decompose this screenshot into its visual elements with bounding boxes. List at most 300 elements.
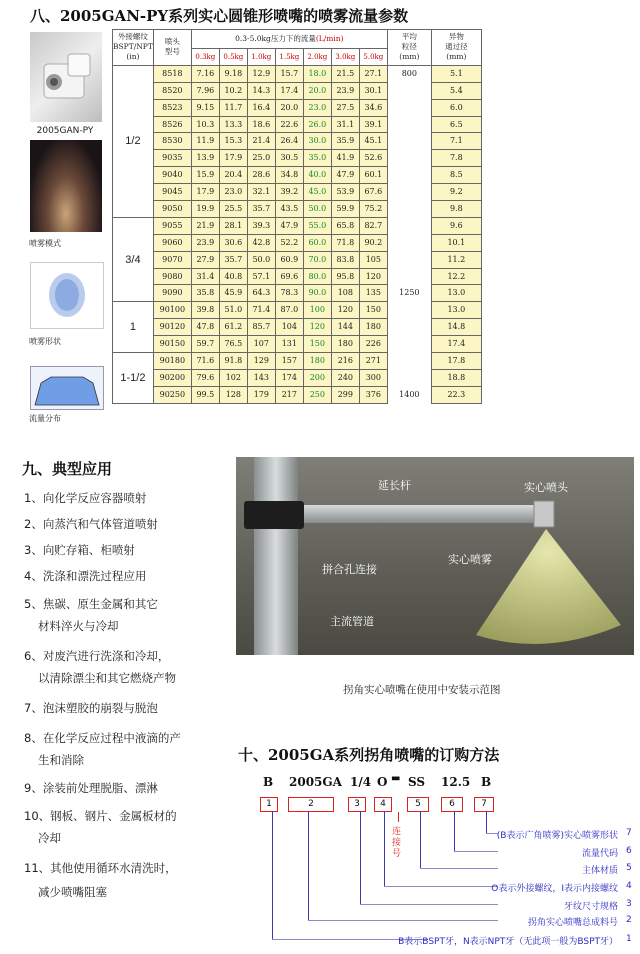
flow-cell: 143 [247,369,275,386]
flow-cell: 28.6 [247,167,275,184]
connect-label: 连 [392,827,402,837]
flow-cell: 20.4 [219,167,247,184]
table-row [113,369,482,386]
flow-cell: 20.0 [303,82,331,99]
flow-cell: 150 [303,336,331,353]
flow-cell: 35.0 [303,150,331,167]
flow-cell: 180 [359,319,387,336]
model-cell: 90200 [153,369,191,386]
passage-cell: 18.8 [431,369,481,386]
table-row [113,201,482,218]
flow-cell: 79.6 [191,369,219,386]
order-box: 6 [441,797,463,812]
order-description: 流量代码 [581,849,618,859]
flow-cell: 91.8 [219,353,247,370]
flow-cell: 23.9 [191,234,219,251]
model-cell: 9035 [153,150,191,167]
flow-cell: 22.6 [275,116,303,133]
flow-cell: 27.1 [359,65,387,82]
passage-cell: 5.4 [431,82,481,99]
order-code: SS [408,775,426,789]
flow-cell: 15.9 [191,167,219,184]
order-code: 2005GA [289,775,342,789]
application-item: 7、泡沫塑胶的崩裂与脱泡 [24,701,158,715]
order-description: 主体材质 [581,866,618,876]
flow-cell: 71.6 [191,353,219,370]
diameter-cell [387,251,431,268]
flow-cell: 39.3 [247,217,275,234]
diameter-cell: 800 [387,65,431,82]
flow-cell: 120 [331,302,359,319]
flow-cell: 40.8 [219,268,247,285]
table-row [113,133,482,150]
application-item: 以清除漂尘和其它燃烧产物 [38,671,176,685]
table-row [113,150,482,167]
passage-cell: 9.6 [431,217,481,234]
header-flow: 0.3-5.0kg压力下的流量(L/min) [191,30,387,49]
order-description: 拐角实心喷嘴总成料号 [527,918,618,928]
flow-cell: 67.6 [359,184,387,201]
flow-cell: 100 [303,302,331,319]
passage-cell: 5.1 [431,65,481,82]
flow-cell: 30.6 [219,234,247,251]
pressure-header: 5.0kg [359,49,387,66]
application-item: 6、对废汽进行洗涤和冷却， [24,649,170,663]
flow-cell: 76.5 [219,336,247,353]
flow-cell: 174 [275,369,303,386]
flow-cell: 83.8 [331,251,359,268]
spray-shape-icon [31,263,103,328]
order-description: O表示外接螺纹，I表示内接螺纹 [491,884,618,894]
flow-cell: 13.9 [191,150,219,167]
diameter-cell [387,369,431,386]
flow-cell: 90.2 [359,234,387,251]
model-cell: 90250 [153,386,191,403]
table-row [113,116,482,133]
flow-cell: 10.3 [191,116,219,133]
flow-cell: 35.8 [191,285,219,302]
application-item: 5、焦碳、原生金属和其它 [24,597,158,611]
diameter-cell [387,217,431,234]
flow-cell: 45.1 [359,133,387,150]
flow-cell: 35.7 [219,251,247,268]
flow-cell: 75.2 [359,201,387,218]
order-code: B [263,775,274,789]
flow-cell: 70.0 [303,251,331,268]
table-row [113,251,482,268]
pressure-header: 2.0kg [303,49,331,66]
flow-cell: 179 [247,386,275,403]
passage-cell: 11.2 [431,251,481,268]
flow-cell: 60.0 [303,234,331,251]
flow-cell: 16.4 [247,99,275,116]
table-row [113,217,482,234]
passage-cell: 6.0 [431,99,481,116]
flow-cell: 28.1 [219,217,247,234]
flow-cell: 39.2 [275,184,303,201]
flow-cell: 105 [359,251,387,268]
flow-cell: 80.0 [303,268,331,285]
photo-caption: 拐角实心喷嘴在使用中安装示范图 [343,684,501,696]
flow-cell: 41.9 [331,150,359,167]
model-cell: 90150 [153,336,191,353]
flow-cell: 43.5 [275,201,303,218]
diameter-cell [387,201,431,218]
table-row [113,99,482,116]
flow-cell: 51.0 [219,302,247,319]
flow-cell: 376 [359,386,387,403]
passage-cell: 22.3 [431,386,481,403]
caption-pattern: 喷雾模式 [29,239,61,248]
flow-cell: 271 [359,353,387,370]
application-item: 1、向化学反应容器喷射 [24,491,147,505]
flow-cell: 87.0 [275,302,303,319]
label-split-fitting: 拼合孔连接 [322,563,377,576]
flow-cell: 57.1 [247,268,275,285]
flow-cell: 180 [331,336,359,353]
model-cell: 90100 [153,302,191,319]
flow-cell: 150 [359,302,387,319]
passage-cell: 7.1 [431,133,481,150]
order-description: 牙纹尺寸规格 [563,902,618,912]
flow-cell: 102 [219,369,247,386]
diameter-cell [387,353,431,370]
flow-cell: 30.1 [359,82,387,99]
label-extension-rod: 延长杆 [378,479,411,492]
model-cell: 9055 [153,217,191,234]
flow-cell: 40.0 [303,167,331,184]
flow-cell: 250 [303,386,331,403]
flow-cell: 59.9 [331,201,359,218]
flow-cell: 95.8 [331,268,359,285]
passage-cell: 7.8 [431,150,481,167]
flow-cell: 31.4 [191,268,219,285]
flow-cell: 18.6 [247,116,275,133]
flow-cell: 53.9 [331,184,359,201]
order-code: 12.5 [441,775,471,789]
flow-cell: 50.0 [303,201,331,218]
flow-cell: 47.8 [191,319,219,336]
flow-cell: 26.0 [303,116,331,133]
section8-title: 八、2005GAN-PY系列实心圆锥形喷嘴的喷雾流量参数 [30,7,409,25]
flow-cell: 18.0 [303,65,331,82]
flow-cell: 108 [331,285,359,302]
application-item: 3、向贮存箱、柜喷射 [24,543,135,557]
flow-cell: 71.4 [247,302,275,319]
order-box: 4 [374,797,392,812]
flow-cell: 21.5 [331,65,359,82]
order-box: 5 [407,797,429,812]
diameter-cell: 1400 [387,386,431,403]
flow-cell: 23.0 [219,184,247,201]
flow-cell: 25.0 [247,150,275,167]
flow-cell: 23.9 [331,82,359,99]
application-item: 4、洗涤和漂洗过程应用 [24,569,147,583]
application-item: 10、钢板、钢片、金属板材的 [24,809,177,823]
application-item: 生和消除 [38,753,84,767]
pressure-header: 0.3kg [191,49,219,66]
thread-size: 3/4 [113,217,154,301]
flow-cell: 11.9 [191,133,219,150]
application-item: 9、涂装前处理脱脂、漂淋 [24,781,158,795]
model-cell: 8520 [153,82,191,99]
flow-cell: 47.9 [275,217,303,234]
order-code: O [377,775,388,789]
flow-cell: 65.8 [331,217,359,234]
caption-distribution: 流量分布 [29,414,61,423]
flow-cell: 30.0 [303,133,331,150]
flow-cell: 240 [331,369,359,386]
table-row [113,65,482,82]
diameter-cell [387,234,431,251]
order-box: 7 [474,797,494,812]
order-box: 3 [348,797,366,812]
order-box: 2 [288,797,334,812]
diameter-cell [387,99,431,116]
passage-cell: 17.8 [431,353,481,370]
nozzle-product-icon [30,32,102,122]
table-row [113,336,482,353]
flow-cell: 31.1 [331,116,359,133]
section9-title: 九、典型应用 [22,460,113,478]
application-item: 材料淬火与冷却 [38,619,119,633]
passage-cell: 10.1 [431,234,481,251]
flow-distribution-icon [31,367,103,409]
flow-cell: 52.2 [275,234,303,251]
flow-cell: 7.96 [191,82,219,99]
flow-cell: 47.9 [331,167,359,184]
order-description: (B表示广角喷雾)实心喷雾形状 [496,831,618,841]
installation-photo [236,457,634,655]
passage-cell: 17.4 [431,336,481,353]
model-cell: 9090 [153,285,191,302]
model-cell: 8518 [153,65,191,82]
table-row [113,184,482,201]
pressure-header: 1.0kg [247,49,275,66]
flow-cell: 39.8 [191,302,219,319]
flow-cell: 19.9 [191,201,219,218]
connect-label: 接 [392,838,402,848]
flow-cell: 90.0 [303,285,331,302]
order-code: 1/4 [350,775,372,789]
passage-cell: 14.8 [431,319,481,336]
model-cell: 9045 [153,184,191,201]
flow-cell: 14.3 [247,82,275,99]
pressure-header: 1.5kg [275,49,303,66]
diameter-cell [387,116,431,133]
label-solid-nozzle: 实心喷头 [524,481,568,494]
flow-cell: 30.5 [275,150,303,167]
table-row [113,319,482,336]
flow-cell: 299 [331,386,359,403]
diameter-cell [387,302,431,319]
flow-cell: 17.4 [275,82,303,99]
flow-cell: 9.18 [219,65,247,82]
flow-cell: 50.0 [247,251,275,268]
passage-cell: 13.0 [431,302,481,319]
caption-product: 2005GAN-PY [36,126,94,136]
passage-cell: 13.0 [431,285,481,302]
flow-cell: 59.7 [191,336,219,353]
flow-cell: 45.0 [303,184,331,201]
flow-cell: 82.7 [359,217,387,234]
flow-cell: 17.9 [191,184,219,201]
caption-shape: 喷雾形状 [29,337,61,346]
flow-distribution-image [30,366,104,410]
flow-cell: 300 [359,369,387,386]
flow-cell: 35.9 [331,133,359,150]
model-cell: 9050 [153,201,191,218]
flow-cell: 15.3 [219,133,247,150]
model-cell: 9040 [153,167,191,184]
passage-cell: 6.5 [431,116,481,133]
flow-cell: 60.9 [275,251,303,268]
diameter-cell [387,82,431,99]
application-item: 11、其他使用循环水清洗时， [24,861,177,875]
header-model: 喷头 型号 [153,30,191,66]
flow-cell: 45.9 [219,285,247,302]
flow-cell: 157 [275,353,303,370]
flow-cell: 32.1 [247,184,275,201]
flow-cell: 71.8 [331,234,359,251]
application-item: 2、向蒸汽和气体管道喷射 [24,517,158,531]
order-number: 3 [626,899,632,909]
flow-cell: 131 [275,336,303,353]
flow-cell: 17.9 [219,150,247,167]
flow-cell: 64.3 [247,285,275,302]
flow-cell: 20.0 [275,99,303,116]
application-item: 冷却 [38,831,61,845]
flow-cell: 10.2 [219,82,247,99]
product-image [30,32,102,122]
diameter-cell [387,319,431,336]
thread-size: 1 [113,302,154,353]
flow-cell: 52.6 [359,150,387,167]
order-number: 2 [626,915,632,925]
diameter-cell [387,184,431,201]
flow-cell: 135 [359,285,387,302]
model-cell: 8530 [153,133,191,150]
flow-cell: 34.8 [275,167,303,184]
flow-cell: 9.15 [191,99,219,116]
flow-cell: 107 [247,336,275,353]
header-thread: 外接螺纹 BSPT/NPT (in) [113,30,154,66]
flow-cell: 27.5 [331,99,359,116]
spray-shape-image [30,262,104,329]
flow-cell: 42.8 [247,234,275,251]
flow-cell: 226 [359,336,387,353]
connect-label: 号 [392,849,402,859]
diameter-cell: 1250 [387,285,431,302]
flow-cell: 34.6 [359,99,387,116]
flow-cell: 61.2 [219,319,247,336]
flow-cell: 99.5 [191,386,219,403]
header-passage: 异物 通过径 (mm) [431,30,481,66]
table-row [113,167,482,184]
diameter-cell [387,336,431,353]
flow-cell: 216 [331,353,359,370]
flow-cell: 7.16 [191,65,219,82]
flow-cell: 15.7 [275,65,303,82]
table-row [113,82,482,99]
passage-cell: 8.5 [431,167,481,184]
order-number: 5 [626,863,632,873]
order-number: 7 [626,828,632,838]
diameter-cell [387,133,431,150]
flow-cell: 60.1 [359,167,387,184]
flow-cell: 129 [247,353,275,370]
flow-cell: 21.9 [191,217,219,234]
table-row [113,268,482,285]
table-row [113,285,482,302]
order-description: B表示BSPT牙，N表示NPT牙（无此项一般为BSPT牙） [398,937,618,947]
table-row [113,353,482,370]
label-solid-spray: 实心喷雾 [448,553,492,566]
flow-cell: 104 [275,319,303,336]
flow-cell: 78.3 [275,285,303,302]
flow-cell: 144 [331,319,359,336]
table-row [113,234,482,251]
order-number: 1 [626,934,632,944]
model-cell: 9080 [153,268,191,285]
model-cell: 9060 [153,234,191,251]
diameter-cell [387,150,431,167]
table-row [113,386,482,403]
thread-size: 1-1/2 [113,353,154,404]
flow-cell: 55.0 [303,217,331,234]
section10-title: 十、2005GA系列拐角喷嘴的订购方法 [238,746,500,764]
flow-cell: 69.6 [275,268,303,285]
order-dash: ▬ [391,773,401,784]
header-diameter: 平均 粒径 (mm) [387,30,431,66]
label-main-pipe: 主流管道 [330,615,374,628]
flow-cell: 39.1 [359,116,387,133]
application-item: 减少喷嘴阻塞 [38,885,107,899]
flow-cell: 11.7 [219,99,247,116]
diameter-cell [387,167,431,184]
flow-cell: 35.7 [247,201,275,218]
order-code: B [481,775,492,789]
passage-cell: 9.2 [431,184,481,201]
flow-cell: 12.9 [247,65,275,82]
spray-pattern-image [30,140,102,232]
flow-cell: 120 [303,319,331,336]
model-cell: 90120 [153,319,191,336]
table-row [113,302,482,319]
order-number: 6 [626,846,632,856]
flow-cell: 23.0 [303,99,331,116]
flow-cell: 217 [275,386,303,403]
flow-cell: 85.7 [247,319,275,336]
flow-cell: 200 [303,369,331,386]
flow-cell: 27.9 [191,251,219,268]
pressure-header: 3.0kg [331,49,359,66]
order-number: 4 [626,881,632,891]
flow-cell: 180 [303,353,331,370]
passage-cell: 9.8 [431,201,481,218]
model-cell: 9070 [153,251,191,268]
flow-cell: 120 [359,268,387,285]
flow-cell: 25.5 [219,201,247,218]
order-box: 1 [260,797,278,812]
installation-illustration [236,457,634,655]
pressure-header: 0.5kg [219,49,247,66]
passage-cell: 12.2 [431,268,481,285]
model-cell: 8526 [153,116,191,133]
thread-size: 1/2 [113,65,154,217]
model-cell: 8523 [153,99,191,116]
flow-cell: 21.4 [247,133,275,150]
